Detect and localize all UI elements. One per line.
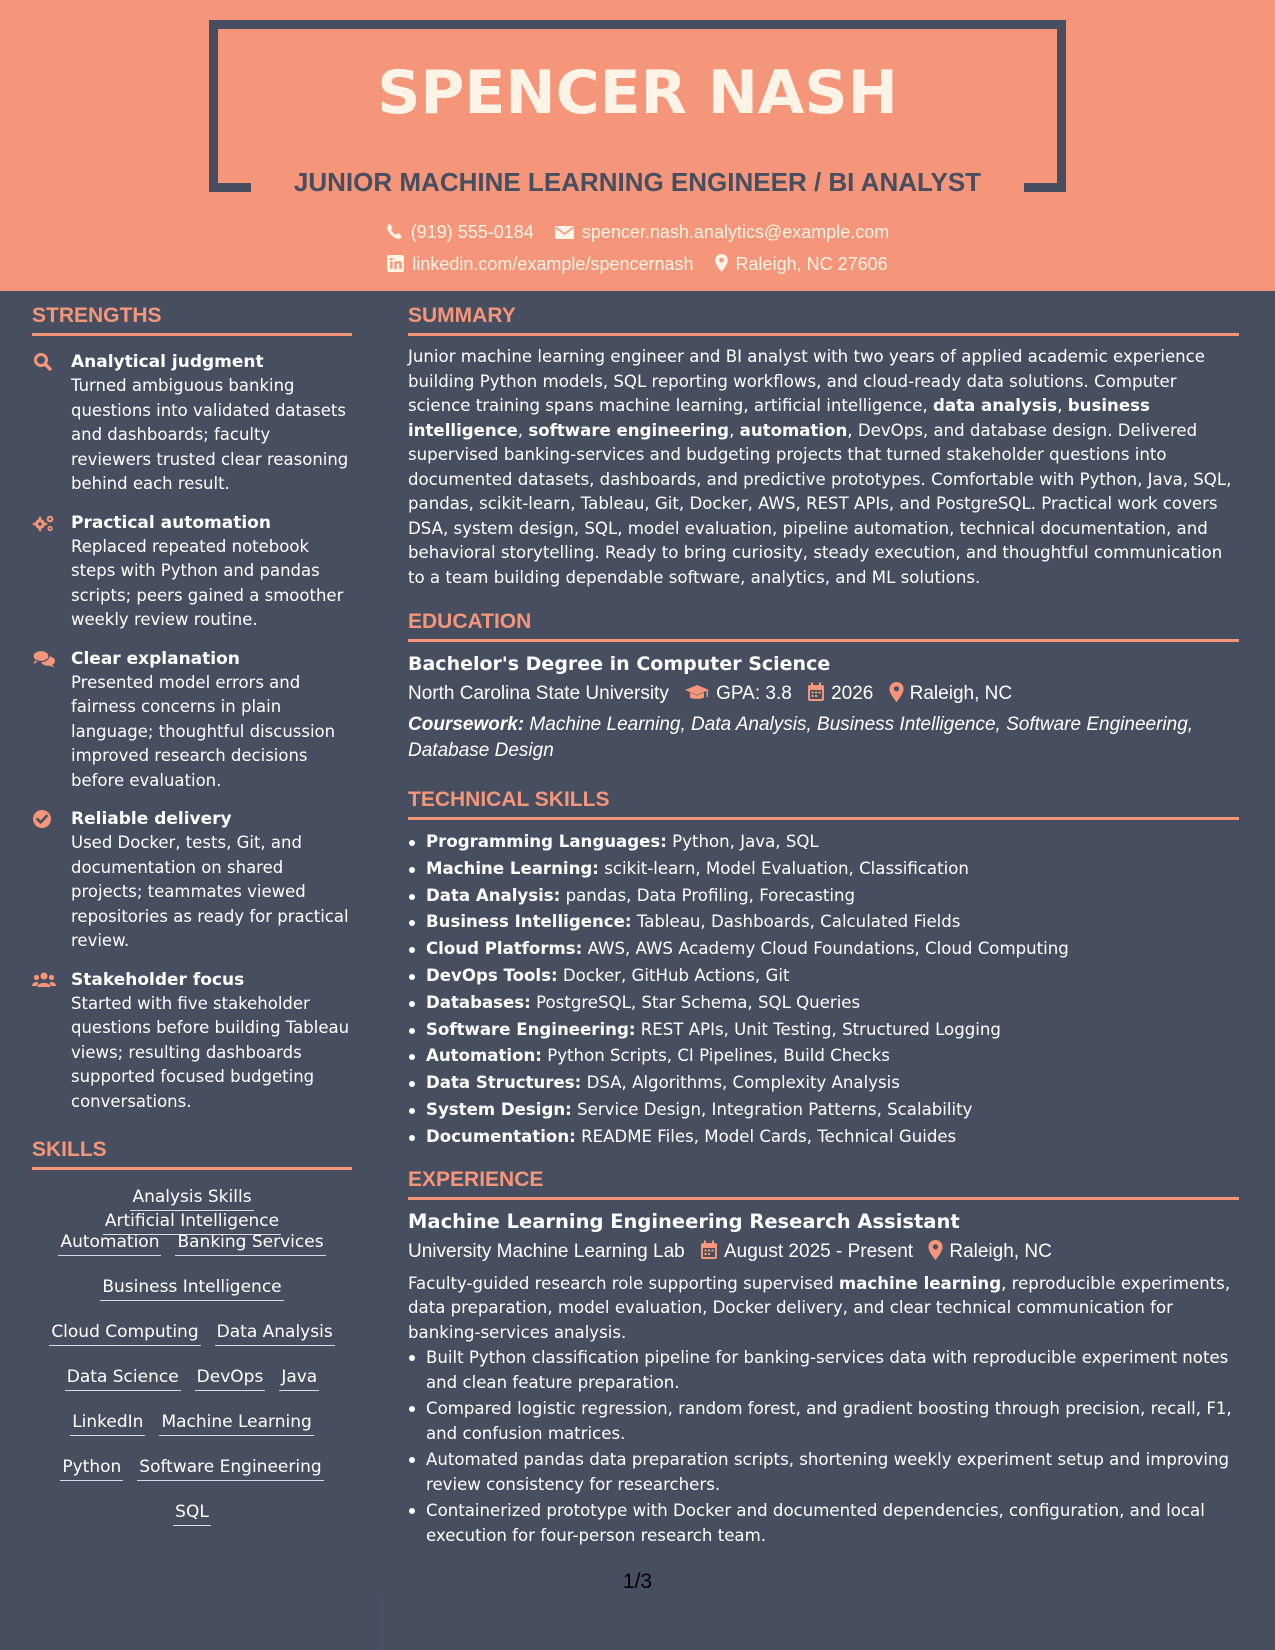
skill-category: Business Intelligence: <box>426 912 632 932</box>
summary-text <box>408 345 1239 590</box>
skill-values: Tableau, Dashboards, Calculated Fields <box>631 912 961 932</box>
strength-item <box>32 807 352 954</box>
skill-category: Cloud Platforms: <box>426 939 583 959</box>
skill-tag: Business Intelligence <box>100 1277 283 1301</box>
skill-row <box>32 1361 352 1406</box>
keyword: business intelligence <box>408 396 1150 440</box>
strengths-heading: STRENGTHS <box>32 304 352 336</box>
keyword: data analysis <box>933 396 1058 415</box>
grad-year: 2026 <box>807 681 873 707</box>
calendar-icon <box>700 1240 718 1260</box>
skill-tag: Data Science <box>65 1367 181 1391</box>
page-number: 1/3 <box>622 1570 653 1593</box>
graduation-cap-icon <box>684 684 710 702</box>
skills-heading: SKILLS <box>32 1138 352 1170</box>
resume-header <box>0 0 1275 291</box>
skill-values: pandas, Data Profiling, Forecasting <box>560 885 856 905</box>
job-dates: August 2025 - Present <box>700 1239 913 1265</box>
job-meta <box>408 1239 1239 1265</box>
job-bullet: Compared logistic regression, random forest, and gradient boosting through precision, recall, F1, and confusion matrices. <box>408 1397 1239 1446</box>
technical-skill-item <box>408 856 1239 883</box>
technical-skill-item <box>408 1070 1239 1097</box>
school-location: Raleigh, NC <box>889 681 1012 707</box>
skill-category: Automation: <box>426 1046 542 1066</box>
technical-skill-item <box>408 1097 1239 1124</box>
keyword: machine learning <box>838 1273 1002 1293</box>
technical-skill-item <box>408 990 1239 1017</box>
text-run: Junior machine learning engineer and BI analyst with two years of applied academic experience building Python models, SQL reporting workflows, and cloud-ready data solutions. Computer science training spans machine learning, artificial intelligence, <box>408 347 1206 415</box>
linkedin-icon <box>387 255 404 272</box>
strength-desc: Presented model errors and fairness concerns in plain language; thoughtful discussion improved research decisions before evaluation. <box>71 672 336 790</box>
skill-row <box>32 1226 352 1271</box>
contact-email[interactable]: spencer.nash.analytics@example.com <box>555 222 889 243</box>
skill-tag: DevOps <box>195 1367 266 1391</box>
map-marker-icon <box>928 1240 943 1260</box>
job-title: Machine Learning Engineering Research Assistant <box>408 1209 960 1233</box>
coursework: Coursework: Machine Learning, Data Analysis, Business Intelligence, Software Engineering, Database Design <box>408 714 1194 761</box>
skill-values: Python Scripts, CI Pipelines, Build Checks <box>541 1046 890 1066</box>
skill-category: Programming Languages: <box>426 832 667 851</box>
skill-category: Databases: <box>426 992 531 1012</box>
contact-location: Raleigh, NC 27606 <box>715 254 888 275</box>
strength-item <box>32 647 352 794</box>
job-bullet: Built Python classification pipeline for banking-services data with reproducible experiment notes and clean feature preparation. <box>408 1346 1239 1395</box>
skill-category: Software Engineering: <box>426 1019 636 1039</box>
degree-title: Bachelor's Degree in Computer Science <box>408 653 831 675</box>
skill-tag: Artificial Intelligence <box>103 1211 281 1235</box>
strength-title: Stakeholder focus <box>71 969 245 990</box>
search-icon <box>32 352 56 372</box>
envelope-icon <box>555 225 574 240</box>
text-run: Faculty-guided research role supporting supervised <box>408 1273 839 1293</box>
strength-desc: Replaced repeated notebook steps with Python and pandas scripts; peers gained a smoother weekly review routine. <box>71 536 344 629</box>
strength-desc: Started with five stakeholder questions before building Tableau views; resulting dashboards supported focused budgeting conversations. <box>71 993 350 1111</box>
skill-tag: Machine Learning <box>159 1412 313 1436</box>
contact-row-2 <box>0 253 1275 275</box>
skill-tags <box>32 1181 352 1541</box>
skill-category: Machine Learning: <box>426 858 599 878</box>
skill-category: System Design: <box>426 1099 572 1119</box>
skill-tag: Python <box>60 1457 123 1481</box>
skill-tag: SQL <box>173 1502 211 1526</box>
technical-skill-item <box>408 1017 1239 1044</box>
strength-title: Practical automation <box>71 512 271 533</box>
technical-skill-item <box>408 909 1239 936</box>
skill-tag: LinkedIn <box>70 1412 145 1436</box>
technical-skills-heading: TECHNICAL SKILLS <box>408 788 1239 820</box>
keyword: software engineering <box>528 420 730 440</box>
text-run: , <box>729 420 740 440</box>
strength-desc: Used Docker, tests, Git, and documentation on shared projects; teammates viewed repositories as ready for practical review. <box>71 833 349 950</box>
comments-icon <box>32 649 56 669</box>
skill-tag: Automation <box>58 1232 161 1256</box>
skill-row <box>32 1451 352 1496</box>
strength-item <box>32 350 352 497</box>
contact-row-1 <box>0 221 1275 243</box>
calendar-icon <box>807 682 825 702</box>
technical-skill-item <box>408 883 1239 910</box>
job-description <box>408 1272 1239 1346</box>
skill-row <box>32 1316 352 1361</box>
skill-values: Docker, GitHub Actions, Git <box>557 965 790 985</box>
job-bullets <box>408 1346 1239 1548</box>
skill-row <box>32 1271 352 1316</box>
skill-category: Data Analysis: <box>426 885 561 905</box>
strength-desc: Turned ambiguous banking questions into validated datasets and dashboards; faculty reviewers trusted clear reasoning behind each result. <box>71 376 349 493</box>
text-run: , DevOps, and database design. Delivered supervised banking-services and budgeting projects that turned stakeholder questions into documented datasets, dashboards, and predictive prototypes. Comfortable with Python, Java, SQL, pandas, scikit-learn, Tableau, Git, Docker, AWS, REST APIs, and PostgreSQL. Practical work covers DSA, system design, SQL, model evaluation, pipeline automation, technical documentation, and behavioral storytelling. Ready to bring curiosity, steady execution, and thoughtful communication to a team building dependable software, analytics, and ML solutions. <box>408 420 1232 587</box>
gears-icon <box>32 513 56 533</box>
skill-tag: Cloud Computing <box>49 1322 200 1346</box>
job-location: Raleigh, NC <box>928 1239 1051 1265</box>
skill-tag: Software Engineering <box>137 1457 323 1481</box>
main-content <box>408 304 1239 1550</box>
gpa: GPA: 3.8 <box>684 681 792 707</box>
technical-skill-item <box>408 936 1239 963</box>
education-heading: EDUCATION <box>408 610 1239 642</box>
phone-icon <box>386 223 403 240</box>
candidate-role: JUNIOR MACHINE LEARNING ENGINEER / BI ANALYST <box>293 167 982 197</box>
skill-tag: Data Analysis <box>215 1322 335 1346</box>
candidate-name: SPENCER NASH <box>377 58 898 128</box>
technical-skill-item <box>408 963 1239 990</box>
skill-row <box>32 1406 352 1451</box>
skill-row <box>32 1181 352 1231</box>
contact-phone: (919) 555-0184 <box>386 222 534 243</box>
experience-heading: EXPERIENCE <box>408 1168 1239 1200</box>
skill-tag: Analysis Skills <box>130 1187 253 1211</box>
job-org: University Machine Learning Lab <box>408 1240 685 1262</box>
skill-category: Documentation: <box>426 1126 576 1146</box>
text-run: , <box>1057 396 1068 415</box>
strength-title: Clear explanation <box>71 648 240 669</box>
skill-values: AWS, AWS Academy Cloud Foundations, Cloud Computing <box>582 939 1069 959</box>
skill-values: scikit-learn, Model Evaluation, Classification <box>598 858 969 878</box>
text-run: , <box>517 420 529 440</box>
keyword: automation <box>739 420 848 440</box>
school-name: North Carolina State University <box>408 683 669 704</box>
skill-values: README Files, Model Cards, Technical Guides <box>575 1126 957 1146</box>
map-marker-icon <box>889 682 904 702</box>
technical-skill-item <box>408 1124 1239 1151</box>
check-circle-icon <box>32 809 56 829</box>
sidebar <box>32 304 352 1541</box>
technical-skill-item <box>408 829 1239 856</box>
map-marker-icon <box>715 254 728 272</box>
skill-tag: Banking Services <box>175 1232 325 1256</box>
skill-tag: Java <box>279 1367 319 1391</box>
text-run: , reproducible experiments, data preparation, model evaluation, Docker delivery, and clear technical communication for banking-services analysis. <box>408 1273 1231 1342</box>
job-bullet: Containerized prototype with Docker and documented dependencies, configuration, and local execution for four-person research team. <box>408 1499 1239 1548</box>
skill-row <box>32 1496 352 1541</box>
column-divider <box>382 1595 383 1650</box>
strength-item <box>32 511 352 633</box>
skill-values: Service Design, Integration Patterns, Scalability <box>571 1099 973 1119</box>
education-meta <box>408 681 1239 707</box>
technical-skills-list <box>408 829 1239 1151</box>
users-icon <box>32 970 56 990</box>
job-bullet: Automated pandas data preparation scripts, shortening weekly experiment setup and improving review consistency for researchers. <box>408 1448 1239 1497</box>
skill-values: REST APIs, Unit Testing, Structured Logging <box>635 1019 1001 1039</box>
strength-item <box>32 968 352 1115</box>
technical-skill-item <box>408 1043 1239 1070</box>
contact-linkedin[interactable]: linkedin.com/example/spencernash <box>387 254 693 275</box>
skill-category: Data Structures: <box>426 1073 582 1093</box>
strength-title: Reliable delivery <box>71 809 232 829</box>
skill-values: DSA, Algorithms, Complexity Analysis <box>581 1073 900 1093</box>
skill-category: DevOps Tools: <box>426 965 558 985</box>
skill-values: Python, Java, SQL <box>666 832 819 851</box>
skill-values: PostgreSQL, Star Schema, SQL Queries <box>530 992 861 1012</box>
strength-title: Analytical judgment <box>71 352 264 372</box>
summary-heading: SUMMARY <box>408 304 1239 336</box>
